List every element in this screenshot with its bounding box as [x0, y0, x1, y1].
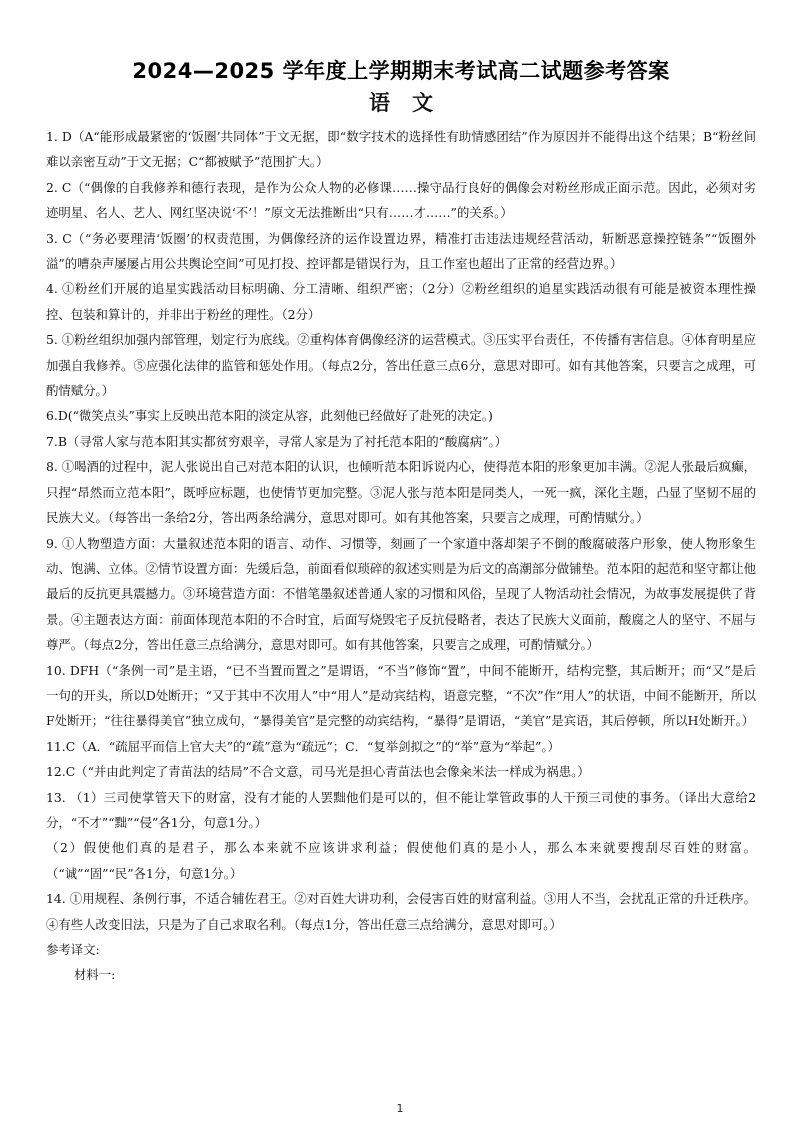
answer-q3: 3. C（“务必要理清‘饭圈’的权责范围，为偶像经济的运作设置边界，精准打击违法违规经营活动，斩断恶意操控链条”“饭圈外溢”的嘈杂声屡屡占用公共舆论空间”可见打投、控评都是错误行为，且工作室也超出了正常的经营边界。） [46, 230, 756, 272]
answer-q7: 7.B（寻常人家与范本阳其实都贫穷艰辛，寻常人家是为了衬托范本阳的“酸腐病”。） [46, 433, 508, 449]
reference-translation-label: 参考译文: [46, 942, 100, 957]
answer-q2: 2. C（“偶像的自我修养和德行表现，是作为公众人物的必修课……操守品行良好的偶像会对粉丝形成正面示范。因此，必须对劣迹明星、名人、艺人、网红坚决说‘不’！”原文无法推断出“只有……才……”的关系。） [46, 179, 756, 221]
answer-q1: 1. D（A“能形成最紧密的‘饭圈’共同体”于文无据，即“数字技术的选择性有助情感团结”作为原因并不能得出这个结果；B“粉丝间难以亲密互动”于文无据；C“都被赋予”范围扩大。） [46, 129, 756, 170]
document-title: 2024—2025 学年度上学期期末考试高二试题参考答案 [132, 59, 670, 83]
subject-heading: 语文 [369, 90, 455, 115]
answer-q13-part2: （2）假使他们真的是君子，那么本来就不应该讲求利益；假使他们真的是小人，那么本来就要搜刮尽百姓的财富。（“诚”“固”“民”各1分，句意1分。） [46, 840, 756, 881]
answer-q10: 10. DFH（“条例一司”是主语，“已不当置而置之”是谓语，“不当”修饰“置”，中间不能断开，结构完整，其后断开；而“又”是后一句的开头，所以D处断开；“又于其中不次用人”中“用人”是动宾结构，语意完整，“不次”作“用人”的状语，中间不能断开，所以F处断开；“往往暴得美官”独立成句，“暴得美官”是完整的动宾结构，“暴得”是谓语，“美官”是宾语，其后停顿，所以H处断开。） [46, 662, 756, 729]
answer-q9: 9. ①人物塑造方面：大量叙述范本阳的语言、动作、习惯等，刻画了一个家道中落却架子不倒的酸腐破落户形象，使人物形象生动、饱满、立体。②情节设置方面：先缓后急，前面看似琐碎的叙述实则是为后文的高潮部分做铺垫。范本阳的起范和坚守都让他最后的反抗更具震撼力。③环境营造方面：不惜笔墨叙述普通人家的习惯和风俗，呈现了人物活动社会情况，为故事发展提供了背景。④主题表达方面：前面体现范本阳的不合时宜，后面写烧毁宅子反抗侵略者，表达了民族大义面前，酸腐之人的坚守、不屈与尊严。（每点2分，答出任意三点给满分，意思对即可。如有其他答案，只要言之成理，可酌情赋分。） [46, 535, 756, 653]
answer-q5: 5. ①粉丝组织加强内部管理，划定行为底线。②重构体育偶像经济的运营模式。③压实平台责任，不传播有害信息。④体育明星应加强自我修养。⑤应强化法律的监管和惩处作用。（每点2分，答出任意三点6分，意思对即可。如有其他答案，只要言之成理，可酌情赋分。） [46, 332, 756, 399]
answer-q6: 6.D(“微笑点头”事实上反映出范本阳的淡定从容，此刻他已经做好了赴死的决定。) [46, 408, 493, 424]
answer-q13-part1: 13. （1）三司使掌管天下的财富，没有才能的人罢黜他们是可以的，但不能让掌管政事的人干预三司使的事务。（译出大意给2分，“不才”“黜”“侵”各1分，句意1分。） [46, 789, 756, 830]
answer-q14: 14. ①用规程、条例行事，不适合辅佐君王。②对百姓大讲功利，会侵害百姓的财富利益。③用人不当，会扰乱正常的升迁秩序。④有些人改变旧法，只是为了自己求取名利。（每点1分，答出任意三点给满分，意思对即可。） [46, 891, 756, 932]
material-one-label: 材料一: [74, 967, 116, 983]
answer-q8: 8. ①喝酒的过程中，泥人张说出自己对范本阳的认识，也倾听范本阳诉说内心，使得范本阳的形象更加丰满。②泥人张最后疯癫，只捏“昂然而立范本阳”，既呼应标题，也使情节更加完整。③泥人张与范本阳是同类人，一死一疯，深化主题，凸显了坚韧不屈的民族大义。（每答出一条给2分，答出两条给满分，意思对即可。如有其他答案，只要言之成理，可酌情赋分。） [46, 459, 756, 526]
answer-list [46, 124, 756, 988]
answer-q4: 4. ①粉丝们开展的追星实践活动目标明确、分工清晰、组织严密；（2分）②粉丝组织的追星实践活动很有可能是被资本理性操控、包装和算计的，并非出于粉丝的理性。（2分） [46, 281, 756, 322]
answer-q12: 12.C（“并由此判定了青苗法的结局”不合文意，司马光是担心青苗法也会像籴米法一样成为祸患。） [46, 764, 590, 780]
answer-q11: 11.C（A．“疏屈平而信上官大夫”的“疏”意为“疏远”；C．“复举剑拟之”的“举”意为“举起”。） [46, 738, 560, 754]
page-number: 1 [396, 1102, 404, 1115]
